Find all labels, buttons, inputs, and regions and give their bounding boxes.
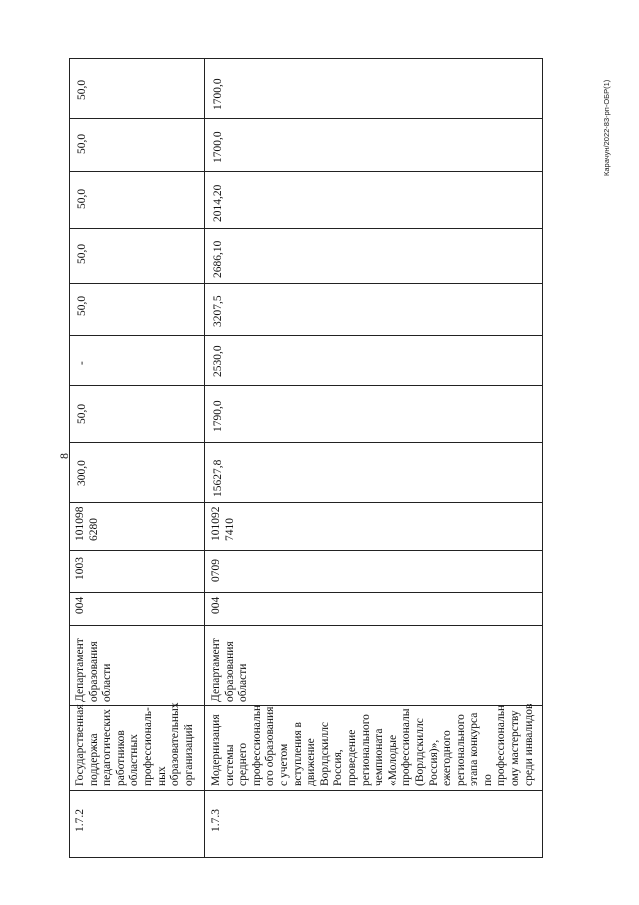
column-separator bbox=[69, 790, 543, 791]
row-2-grbs: 004 bbox=[210, 596, 222, 614]
row-2-rzpr: 0709 bbox=[210, 559, 222, 582]
row-2-amount-8: 1700,0 bbox=[212, 78, 224, 110]
row-2-administrator: Департамент образования области bbox=[210, 638, 250, 702]
table-border-bottom bbox=[542, 58, 543, 858]
row-1-amount-5: 50,0 bbox=[76, 243, 88, 264]
row-1-amount-2: 50,0 bbox=[76, 403, 88, 424]
row-1-amount-3: - bbox=[76, 361, 88, 365]
column-separator bbox=[69, 625, 543, 626]
row-1-csr: 101098 6280 bbox=[74, 506, 100, 541]
column-separator bbox=[69, 592, 543, 593]
column-separator bbox=[69, 171, 543, 172]
row-1-program-name: Государственная поддержка педагогических работников областных профессиональ- ных образовательных организаций bbox=[74, 702, 195, 786]
row-1-grbs: 004 bbox=[74, 596, 86, 614]
row-2-amount-2: 1790,0 bbox=[212, 400, 224, 432]
row-1-amount-1: 300,0 bbox=[76, 460, 88, 486]
page-number: 8 bbox=[57, 453, 71, 459]
column-separator bbox=[69, 502, 543, 503]
file-stamp: Карачун/2022-83-рп-ОБР(1) bbox=[602, 79, 611, 176]
column-separator bbox=[69, 385, 543, 386]
row-1-code: 1.7.2 bbox=[74, 809, 86, 832]
column-separator bbox=[69, 118, 543, 119]
row-2-program-name: Модернизация системы среднего профессиональн ого образования с учетом вступления в движение Ворлдскиллс Россия, проведение регионального чемпионата «Молодые профессионалы (Ворлдскиллс Россия)», ежегодного регионального этапа конкурса по профессиональн ому мастерству среди инвалидов bbox=[210, 703, 535, 786]
row-2-amount-3: 2530,0 bbox=[212, 345, 224, 377]
row-2-amount-6: 2014,20 bbox=[212, 184, 224, 222]
row-1-administrator: Департамент образования области bbox=[74, 638, 114, 702]
row-2-amount-7: 1700,0 bbox=[212, 131, 224, 163]
row-1-amount-6: 50,0 bbox=[76, 188, 88, 209]
column-separator bbox=[69, 442, 543, 443]
table-border-left bbox=[69, 857, 543, 858]
row-2-amount-1: 15627,8 bbox=[212, 459, 224, 497]
table-border-right bbox=[69, 58, 543, 59]
row-separator bbox=[204, 58, 205, 858]
row-1-amount-4: 50,0 bbox=[76, 295, 88, 316]
column-separator bbox=[69, 283, 543, 284]
row-2-amount-5: 2686,10 bbox=[212, 240, 224, 278]
column-separator bbox=[69, 550, 543, 551]
row-1-amount-7: 50,0 bbox=[76, 133, 88, 154]
row-2-code: 1.7.3 bbox=[210, 809, 222, 832]
column-separator bbox=[69, 335, 543, 336]
row-1-rzpr: 1003 bbox=[74, 557, 86, 580]
column-separator bbox=[69, 228, 543, 229]
row-1-amount-8: 50,0 bbox=[76, 79, 88, 100]
row-2-csr: 101092 7410 bbox=[210, 506, 236, 541]
row-2-amount-4: 3207,5 bbox=[212, 295, 224, 327]
